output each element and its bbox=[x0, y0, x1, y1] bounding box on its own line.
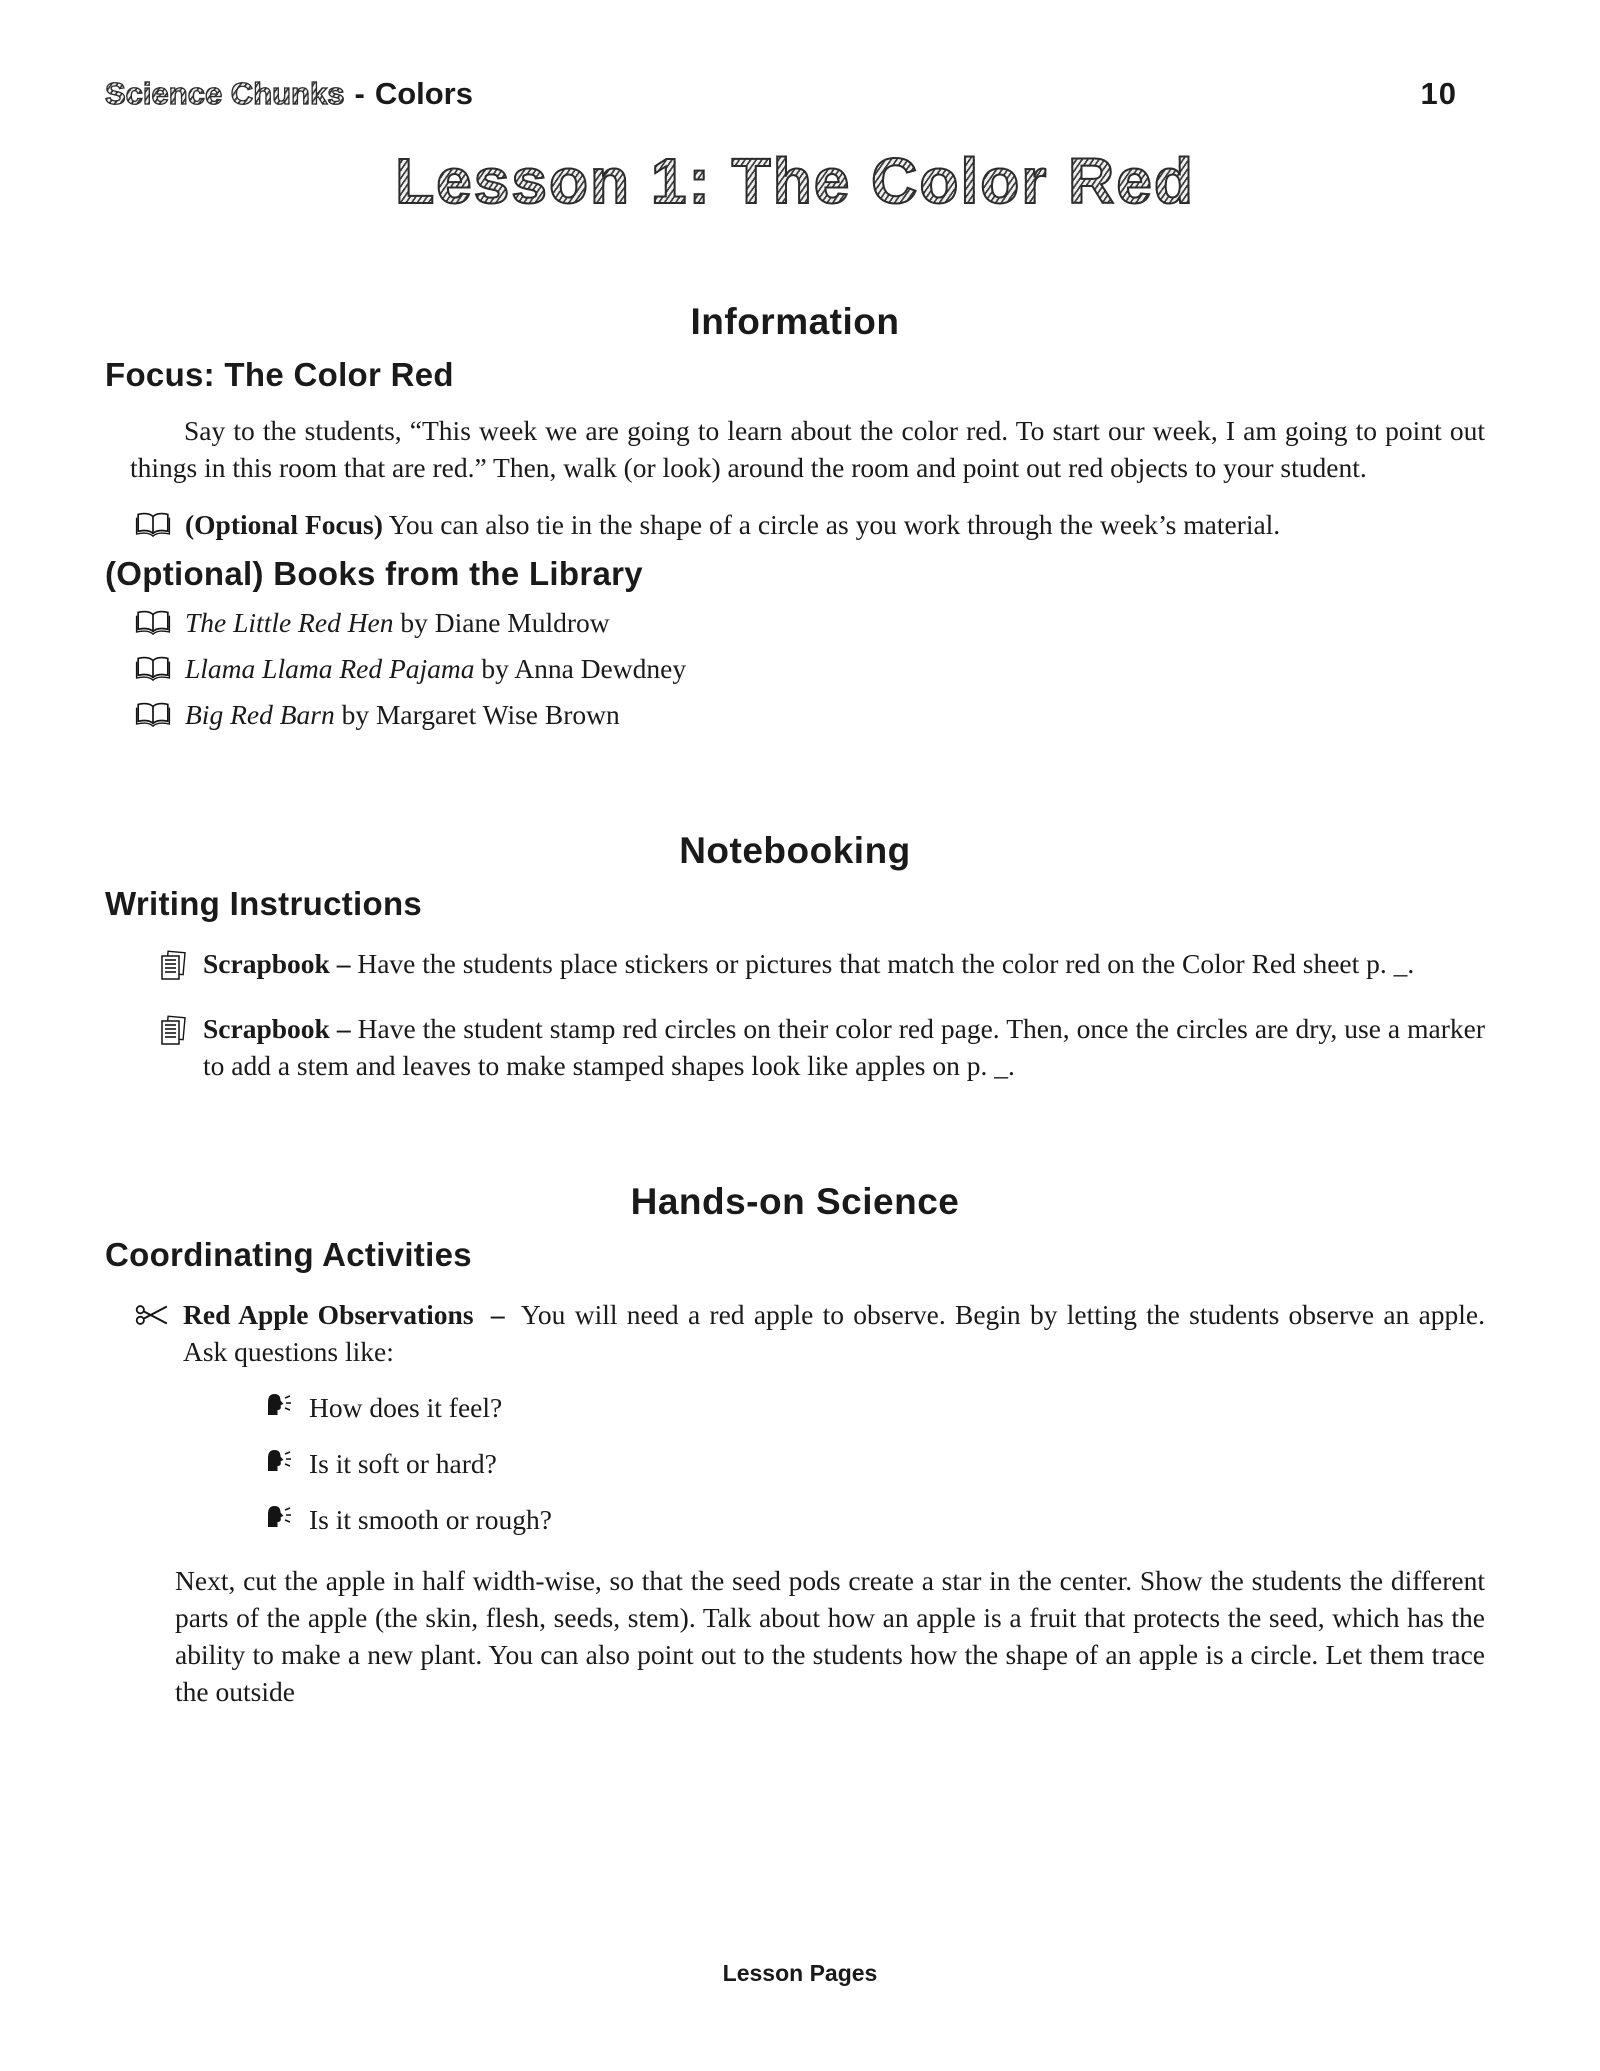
open-book-icon bbox=[135, 609, 171, 637]
book-list bbox=[105, 604, 1485, 733]
focus-paragraph: Say to the students, “This week we are going to learn about the color red. To start our week, I am going to point out things in this room that are red.” Then, walk (or look) around the room and point out red objects to your student. bbox=[130, 415, 1485, 483]
scrapbook-instruction bbox=[203, 1010, 1485, 1084]
section-heading-notebooking: Notebooking bbox=[679, 830, 911, 871]
list-item bbox=[135, 650, 1485, 687]
dash: – bbox=[336, 1013, 351, 1044]
scrapbook-instruction bbox=[203, 945, 1414, 982]
question-text: How does it feel? bbox=[309, 1392, 503, 1423]
document-pages-icon bbox=[157, 1015, 187, 1049]
page-header bbox=[105, 76, 1485, 112]
talking-head-icon bbox=[265, 1392, 293, 1416]
list-item bbox=[135, 604, 1485, 641]
books-heading: (Optional) Books from the Library bbox=[105, 555, 643, 592]
book-entry bbox=[185, 604, 610, 641]
optional-focus-text bbox=[185, 506, 1280, 543]
optional-focus-item bbox=[135, 506, 1485, 543]
book-entry bbox=[185, 696, 620, 733]
scrapbook-label: Scrapbook bbox=[203, 948, 330, 979]
header-separator: - bbox=[354, 76, 365, 111]
open-book-icon bbox=[135, 655, 171, 683]
list-item bbox=[135, 696, 1485, 733]
subject-title: Colors bbox=[374, 76, 473, 111]
focus-heading: Focus: The Color Red bbox=[105, 356, 454, 393]
book-author: by Margaret Wise Brown bbox=[341, 699, 620, 730]
closing-paragraph: Next, cut the apple in half width-wise, so that the seed pods create a star in the center. Show the students the different parts of the apple (the skin, flesh, seeds, stem). Talk about how an apple is a fruit that protects the seed, which has the ability to make a new plant. You can also point out to the students how the shape of an apple is a circle. Let them trace the outside bbox=[175, 1565, 1485, 1707]
dash: – bbox=[336, 948, 351, 979]
page-number: 10 bbox=[1420, 76, 1457, 111]
section-heading-information: Information bbox=[690, 301, 900, 342]
talking-head-icon bbox=[265, 1504, 293, 1528]
scrapbook-text: Have the student stamp red circles on their color red page. Then, once the circles are dry, use a marker to add a stem and leaves to make stamped shapes look like apples on p. _. bbox=[203, 1013, 1486, 1081]
scrapbook-text: Have the students place stickers or pictures that match the color red on the Color Red sheet p. _. bbox=[357, 948, 1415, 979]
activity-item bbox=[135, 1296, 1485, 1370]
lesson-title: Lesson 1: The Color Red bbox=[105, 142, 1485, 220]
writing-instructions-heading: Writing Instructions bbox=[105, 885, 423, 922]
section-heading-hands-on-science: Hands-on Science bbox=[630, 1181, 960, 1222]
scissors-icon bbox=[135, 1301, 169, 1329]
optional-focus-label: (Optional Focus) bbox=[185, 509, 383, 540]
dash: – bbox=[490, 1299, 505, 1330]
book-title: Llama Llama Red Pajama bbox=[185, 653, 475, 684]
question-item bbox=[265, 1389, 1485, 1426]
book-title: The Little Red Hen bbox=[185, 607, 394, 638]
book-entry bbox=[185, 650, 686, 687]
page-footer: Lesson Pages bbox=[722, 1960, 878, 1986]
question-text: Is it soft or hard? bbox=[309, 1448, 497, 1479]
question-text: Is it smooth or rough? bbox=[309, 1504, 552, 1535]
optional-focus-body: You can also tie in the shape of a circle as you work through the week’s material. bbox=[388, 509, 1281, 540]
list-item bbox=[157, 1010, 1485, 1084]
scrapbook-label: Scrapbook bbox=[203, 1013, 330, 1044]
activity-label: Red Apple Observations bbox=[183, 1299, 474, 1330]
coordinating-activities-heading: Coordinating Activities bbox=[105, 1236, 472, 1273]
book-title: Big Red Barn bbox=[185, 699, 335, 730]
activity-body: You will need a red apple to observe. Begin by letting the students observe an apple. Ask questions like: bbox=[183, 1299, 1486, 1367]
activity-text bbox=[183, 1296, 1485, 1370]
document-pages-icon bbox=[157, 950, 187, 984]
breadcrumb bbox=[105, 76, 473, 112]
open-book-icon bbox=[135, 701, 171, 729]
open-book-icon bbox=[135, 511, 171, 539]
book-author: by Diane Muldrow bbox=[400, 607, 610, 638]
talking-head-icon bbox=[265, 1448, 293, 1472]
series-title: Science Chunks bbox=[105, 76, 345, 111]
book-author: by Anna Dewdney bbox=[481, 653, 687, 684]
question-item bbox=[265, 1445, 1485, 1482]
question-item bbox=[265, 1501, 1485, 1538]
list-item bbox=[157, 945, 1485, 984]
